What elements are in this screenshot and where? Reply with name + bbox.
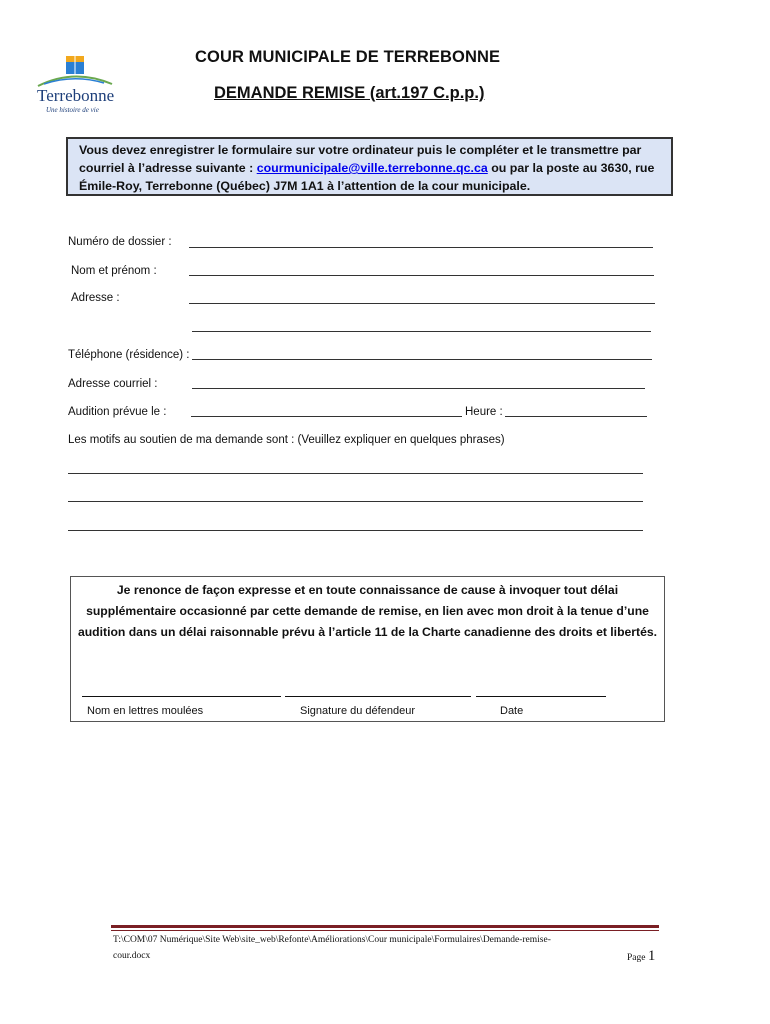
waiver-text: Je renonce de façon expresse et en toute connaissance de cause à invoquer tout délai supplémentaire occasionné par cette demande de remise, en lien avec mon droit à la tenue d’une audition dans un délai raisonnable prévu à l’article 11 de la Charte canadienne des droits et libertés. [77, 583, 658, 639]
dossier-label: Numéro de dossier : [68, 236, 172, 248]
instructions-notice [66, 137, 673, 196]
page-subtitle: DEMANDE REMISE (art.197 C.p.p.) [214, 84, 485, 102]
motifs-line-1[interactable] [68, 473, 643, 474]
motifs-line-3[interactable] [68, 530, 643, 531]
sig-date-line[interactable] [476, 696, 606, 697]
page-title: COUR MUNICIPALE DE TERREBONNE [195, 48, 501, 66]
heure-field[interactable] [505, 416, 647, 417]
notice-text-after: ou par la poste au 3630, rue Émile-Roy, Terrebonne (Québec) J7M 1A1 à l’attention de la cour municipale. [79, 161, 655, 193]
nom-label: Nom et prénom : [71, 265, 157, 277]
nom-field[interactable] [189, 275, 654, 276]
logo-tagline: Une histoire de vie [46, 106, 99, 114]
telephone-label: Téléphone (résidence) : [68, 349, 190, 361]
page-number [627, 948, 655, 965]
dossier-field[interactable] [189, 247, 653, 248]
sig-name-line[interactable] [82, 696, 281, 697]
footer-path-line2: cour.docx [113, 951, 151, 961]
courriel-field[interactable] [192, 388, 645, 389]
motifs-line-2[interactable] [68, 501, 643, 502]
adresse-field-line1[interactable] [189, 303, 655, 304]
notice-text-before: Vous devez enregistrer le formulaire sur votre ordinateur puis le compléter et le transmettre par courriel à l’adresse suivante : [79, 143, 642, 175]
sig-signature-line[interactable] [285, 696, 471, 697]
telephone-field[interactable] [192, 359, 652, 360]
sig-name-label: Nom en lettres moulées [87, 705, 204, 717]
adresse-field-line2[interactable] [192, 331, 651, 332]
logo-name: Terrebonne [37, 86, 115, 105]
heure-label: Heure : [465, 406, 503, 418]
footer-path-line1: T:\COM\07 Numérique\Site Web\site_web\Refonte\Améliorations\Cour municipale\Formulaires\Demande-remise- [113, 935, 551, 945]
audition-label: Audition prévue le : [68, 406, 167, 418]
courriel-label: Adresse courriel : [68, 378, 158, 390]
page-label: Page [627, 953, 646, 963]
audition-date-field[interactable] [191, 416, 462, 417]
email-link[interactable]: courmunicipale@ville.terrebonne.qc.ca [256, 161, 488, 175]
sig-signature-label: Signature du défendeur [300, 705, 415, 717]
waiver-box [70, 576, 665, 722]
adresse-label: Adresse : [71, 292, 120, 304]
terrebonne-logo [34, 54, 124, 116]
page-number-value: 1 [647, 948, 656, 964]
footer-rule-thin [111, 930, 659, 931]
sig-date-label: Date [500, 705, 524, 717]
footer-rule [111, 925, 659, 928]
motifs-label: Les motifs au soutien de ma demande sont : (Veuillez expliquer en quelques phrases) [68, 434, 505, 446]
